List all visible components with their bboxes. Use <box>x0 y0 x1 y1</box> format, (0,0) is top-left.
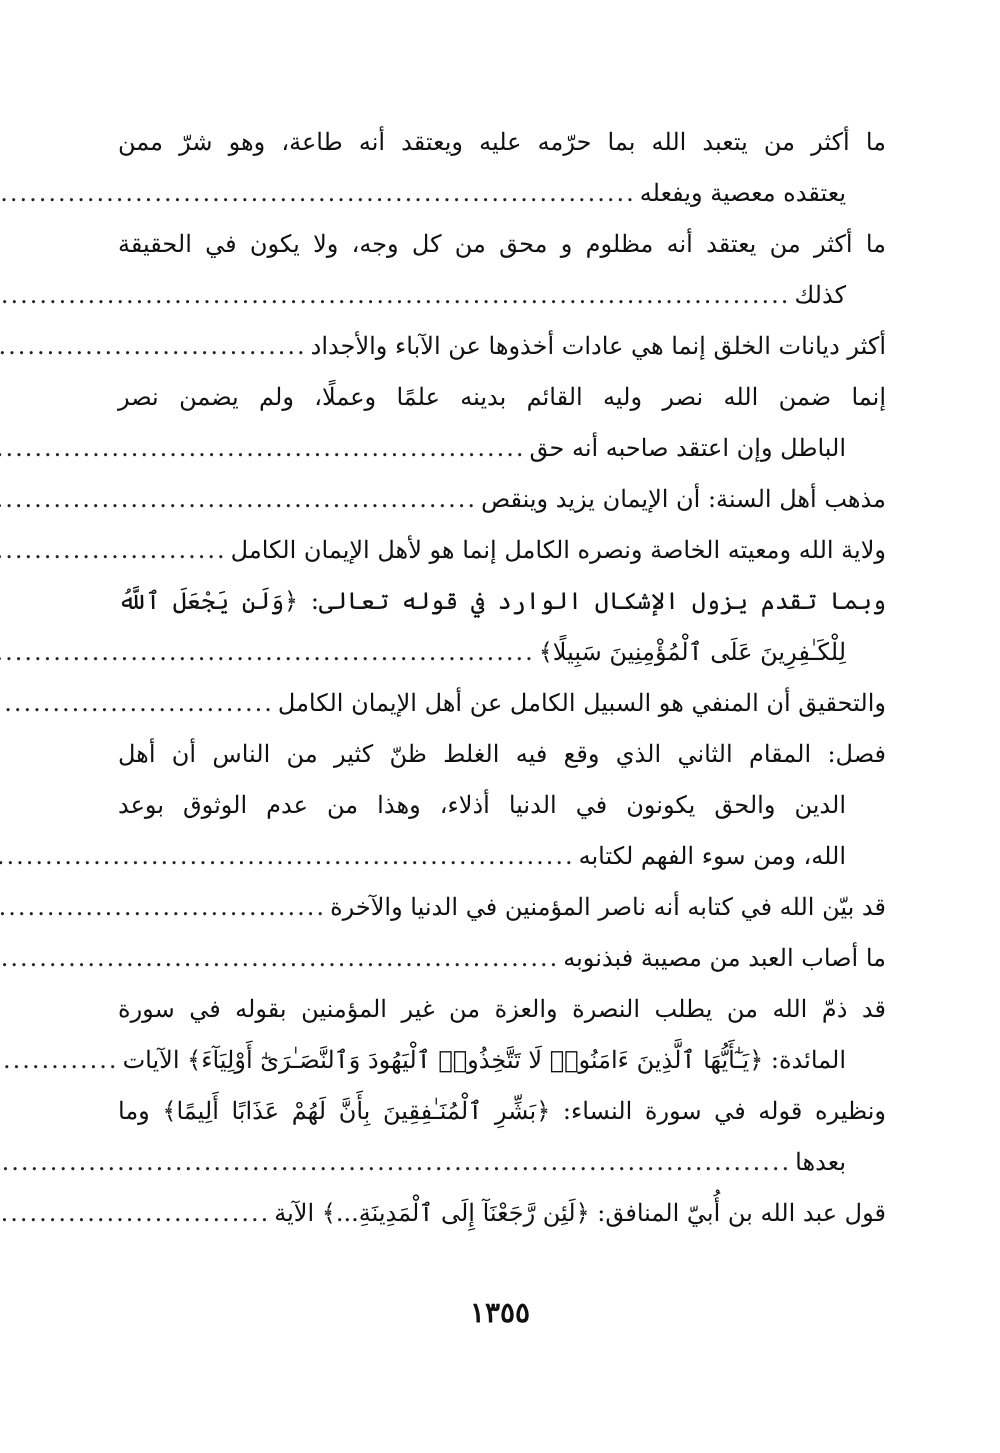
entry-line <box>118 169 886 220</box>
entry-line <box>118 1138 886 1189</box>
dot-leader <box>0 271 794 319</box>
entry-line <box>118 985 886 1036</box>
entry-text: الباطل وإن اعتقد صاحبه أنه حق <box>529 434 846 462</box>
entry-text: ونظيره قوله في سورة النساء: ﴿بَشِّرِ ٱلْمُنَـٰفِقِينَ بِأَنَّ لَهُمْ عَذَابًا أَلِيمًا﴾ وما <box>118 1097 886 1125</box>
dot-leader <box>0 679 278 727</box>
entry-text: قد بيّن الله في كتابه أنه ناصر المؤمنين في الدنيا والآخرة <box>330 893 886 921</box>
index-list <box>118 118 886 1240</box>
entry-text: يعتقده معصية ويفعله <box>639 179 846 207</box>
index-entry <box>118 526 886 577</box>
entry-text: بعدها <box>795 1148 846 1176</box>
dot-leader <box>0 424 529 472</box>
entry-text: قول عبد الله بن أُبيّ المنافق: ﴿لَئِن رَّجَعْنَآ إِلَى ٱلْمَدِينَةِ...﴾ الآية <box>274 1199 886 1227</box>
entry-text: أكثر ديانات الخلق إنما هي عادات أخذوها عن الآباء والأجداد <box>310 332 886 360</box>
entry-line <box>118 832 886 883</box>
entry-line <box>118 373 886 424</box>
index-entry <box>118 118 886 220</box>
dot-leader <box>0 526 231 574</box>
entry-line <box>118 883 886 934</box>
entry-line <box>118 475 886 526</box>
dot-leader <box>0 322 311 370</box>
index-entry <box>118 1189 886 1240</box>
dot-leader <box>0 475 481 523</box>
index-entry <box>118 220 886 322</box>
entry-text: وبما تقدم يزول الإشكال الوارد في قوله تعالى: ﴿وَلَن يَجْعَلَ ٱللَّهُ <box>118 587 886 615</box>
entry-text: ما أكثر من يتعبد الله بما حرّمه عليه ويعتقد أنه طاعة، وهو شرّ ممن <box>118 128 886 156</box>
entry-text: ما أصاب العبد من مصيبة فبذنوبه <box>563 944 886 972</box>
index-entry <box>118 730 886 883</box>
dot-leader <box>0 934 563 982</box>
entry-text: والتحقيق أن المنفي هو السبيل الكامل عن أهل الإيمان الكامل <box>277 689 886 717</box>
entry-line <box>118 934 886 985</box>
dot-leader <box>0 1189 274 1237</box>
entry-line <box>118 730 886 781</box>
index-entry <box>118 1087 886 1189</box>
entry-line <box>118 628 886 679</box>
entry-text: إنما ضمن الله نصر وليه القائم بدينه علمًا وعملًا، ولم يضمن نصر <box>118 383 887 411</box>
entry-text: الدين والحق يكونون في الدنيا أذلاء، وهذا من عدم الوثوق بوعد <box>118 791 846 819</box>
entry-line <box>118 781 886 832</box>
entry-line <box>118 424 886 475</box>
index-entry <box>118 322 886 373</box>
index-entry <box>118 475 886 526</box>
entry-line <box>118 679 886 730</box>
index-entry <box>118 883 886 934</box>
dot-leader <box>0 832 579 880</box>
entry-line <box>118 322 886 373</box>
entry-text: كذلك <box>794 281 846 309</box>
dot-leader <box>0 628 539 676</box>
entry-line <box>118 526 886 577</box>
index-entry <box>118 679 886 730</box>
entry-text: فصل: المقام الثاني الذي وقع فيه الغلط ظنّ كثير من الناس أن أهل <box>118 740 886 768</box>
entry-line <box>118 1189 886 1240</box>
entry-text: ما أكثر من يعتقد أنه مظلوم و محق من كل وجه، ولا يكون في الحقيقة <box>118 230 886 258</box>
index-entry <box>118 985 886 1087</box>
index-entry <box>118 577 886 679</box>
entry-text: ولاية الله ومعيته الخاصة ونصره الكامل إنما هو لأهل الإيمان الكامل <box>230 536 886 564</box>
dot-leader <box>0 1036 123 1084</box>
page-number: ١٣٥٥ <box>469 1296 531 1329</box>
dot-leader <box>0 883 330 931</box>
entry-line <box>118 220 886 271</box>
entry-line <box>118 577 886 628</box>
dot-leader <box>0 1138 795 1186</box>
entry-text: المائدة: ﴿يَـٰٓأَيُّهَا ٱلَّذِينَ ءَامَنُوا۟ لَا تَتَّخِذُوا۟ ٱلْيَهُودَ وَٱلنَّصَـٰرَىٰٓ أَوْلِيَآءَ﴾ الآيات <box>122 1046 846 1074</box>
entry-text: الله، ومن سوء الفهم لكتابه <box>578 842 846 870</box>
entry-line <box>118 118 886 169</box>
index-entry <box>118 934 886 985</box>
entry-text: لِلْكَـٰفِرِينَ عَلَى ٱلْمُؤْمِنِينَ سَبِيلًا﴾ <box>538 638 846 666</box>
dot-leader <box>0 169 640 217</box>
entry-text: قد ذمّ الله من يطلب النصرة والعزة من غير المؤمنين بقوله في سورة <box>118 995 886 1023</box>
entry-line <box>118 1036 886 1087</box>
entry-line <box>118 271 886 322</box>
entry-line <box>118 1087 886 1138</box>
index-entry <box>118 373 886 475</box>
entry-text: مذهب أهل السنة: أن الإيمان يزيد وينقص <box>481 485 886 513</box>
